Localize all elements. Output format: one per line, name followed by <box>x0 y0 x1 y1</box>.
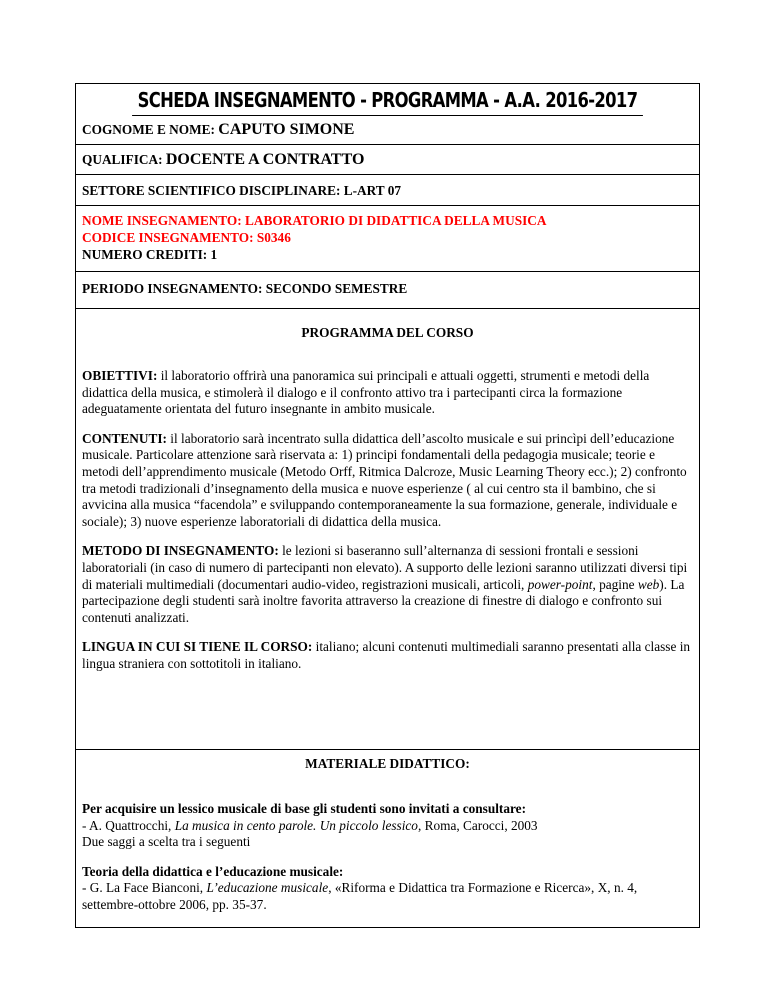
lessico-heading: Per acquisire un lessico musicale di base gli studenti sono invitati a consultare: <box>82 801 526 816</box>
lessico-author: - A. Quattrocchi, <box>82 817 172 833</box>
cognome-row <box>76 116 699 145</box>
lingua-label: LINGUA IN CUI SI TIENE IL CORSO: <box>82 639 313 655</box>
contenuti-label: CONTENUTI: <box>82 430 167 446</box>
programma-heading: PROGRAMMA DEL CORSO <box>301 325 474 340</box>
metodo-text-1: le lezioni si baseranno sull’alternanza di sessioni frontali e sessioni laboratoriali (in caso di numero di partecipanti non elevato). A supporto delle lezioni saranno utilizzati diversi tipi di materiali multimediali (documentari audio-video, registrazioni musicali, articoli, <box>82 543 688 592</box>
periodo-row <box>76 272 699 309</box>
lessico-block <box>82 801 693 851</box>
cognome-value: CAPUTO SIMONE <box>218 121 355 138</box>
metodo-text-3: ). La partecipazione degli studenti sarà inoltre favorita attraverso la creazione di finestre di dialogo e confronto sui contenuti analizzati. <box>82 576 685 625</box>
teoria-heading: Teoria della didattica e l’educazione musicale: <box>82 863 344 879</box>
metodo-label: METODO DI INSEGNAMENTO: <box>82 543 279 559</box>
obiettivi-paragraph <box>82 368 693 418</box>
settore-label: SETTORE SCIENTIFICO DISCIPLINARE: <box>82 183 341 198</box>
numero-crediti-label: NUMERO CREDITI: <box>82 247 208 262</box>
insegnamento-row <box>76 206 699 272</box>
qualifica-value: DOCENTE A CONTRATTO <box>165 151 365 168</box>
settore-row <box>76 175 699 206</box>
programma-section <box>76 309 699 750</box>
contenuti-paragraph <box>82 431 693 531</box>
periodo-value: SECONDO SEMESTRE <box>265 281 408 296</box>
obiettivi-text: il laboratorio offrirà una panoramica sui principali e attuali oggetti, strumenti e metodi della didattica della musica, e stimolerà il dialogo e il confronto attivo tra i partecipanti circa la formazione adeguatamente orientata del futuro insegnante in ambito musicale. <box>82 368 650 417</box>
teoria-author: - G. La Face Bianconi, <box>82 880 204 896</box>
lingua-text: italiano; alcuni contenuti multimediali saranno presentati alla classe in lingua straniera con sottotitoli in italiano. <box>82 639 691 671</box>
lessico-pub: , Roma, Carocci, 2003 <box>417 817 538 833</box>
contenuti-text: il laboratorio sarà incentrato sulla didattica dell’ascolto musicale e sui princìpi dell’educazione musicale. Particolare attenzione sarà riservata a: 1) principi fondamentali della pedagogia musicale; teorie e metodi dell’apprendimento musicale (Metodo Orff, Ritmica Dalcroze, Music Learning Theory ecc.); 2) confronto tra metodi tradizionali d’insegnamento della musica e nuove esperienze ( al cui centro sta il bambino, che si avvicina alla musica “facendola” e sviluppando contemporaneamente la sua formazione, generale, individuale e sociale); 3) nuove esperienze laboratoriali di didattica della musica. <box>82 430 687 529</box>
nome-insegnamento-value: LABORATORIO DI DIDATTICA DELLA MUSICA <box>245 213 547 228</box>
periodo-label: PERIODO INSEGNAMENTO: <box>82 281 263 296</box>
materiale-section <box>76 750 699 928</box>
program-sheet <box>75 83 700 928</box>
numero-crediti-value: 1 <box>210 247 218 262</box>
settore-value: L-ART 07 <box>343 183 401 198</box>
obiettivi-label: OBIETTIVI: <box>82 368 158 383</box>
sheet-title: SCHEDA INSEGNAMENTO - PROGRAMMA - A.A. 2016-2017 <box>132 84 643 116</box>
nome-insegnamento-label: NOME INSEGNAMENTO: <box>82 213 242 228</box>
metodo-italic-1: power-point <box>527 576 593 592</box>
metodo-text-2: , pagine <box>592 576 635 592</box>
codice-insegnamento-label: CODICE INSEGNAMENTO: <box>82 230 254 245</box>
cognome-label: COGNOME E NOME: <box>82 122 215 137</box>
teoria-pub: , «Riforma e Didattica tra Formazione e Ricerca», X, n. 4, settembre-ottobre 2006, pp. 35-37. <box>82 880 638 912</box>
lessico-title: La musica in cento parole. Un piccolo lessico <box>174 817 418 833</box>
teoria-title: L’educazione musicale <box>206 880 329 896</box>
qualifica-label: QUALIFICA: <box>82 152 163 167</box>
metodo-paragraph <box>82 543 693 626</box>
codice-insegnamento-value: S0346 <box>256 230 291 245</box>
teoria-block <box>82 864 693 914</box>
saggi-note: Due saggi a scelta tra i seguenti <box>82 834 251 850</box>
qualifica-row <box>76 145 699 175</box>
lingua-paragraph <box>82 639 693 672</box>
metodo-italic-2: web <box>637 576 660 592</box>
materiale-heading: MATERIALE DIDATTICO: <box>305 756 470 771</box>
